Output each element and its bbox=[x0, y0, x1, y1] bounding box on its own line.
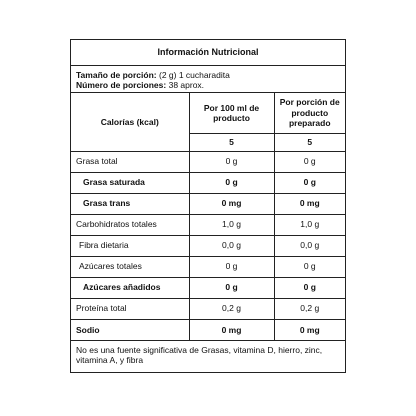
table-header-row bbox=[71, 93, 345, 133]
value-per-serving: 0 g bbox=[274, 151, 345, 172]
calories-per-100ml: 5 bbox=[189, 133, 274, 151]
label-title: Información Nutricional bbox=[71, 40, 345, 66]
serving-size-label: Tamaño de porción: bbox=[76, 70, 157, 80]
serving-count-label: Número de porciones: bbox=[76, 80, 167, 91]
column-header-per-serving: Por porción de producto preparado bbox=[274, 93, 345, 133]
value-per-100ml: 1,0 g bbox=[189, 214, 274, 235]
nutrient-name: Azúcares totales bbox=[71, 256, 189, 277]
table-row bbox=[71, 151, 345, 172]
value-per-100ml: 0 g bbox=[189, 172, 274, 193]
nutrient-name: Fibra dietaria bbox=[71, 235, 189, 256]
value-per-serving: 0 g bbox=[274, 277, 345, 298]
nutrient-name: Grasa trans bbox=[71, 193, 189, 214]
value-per-serving: 1,0 g bbox=[274, 214, 345, 235]
nutrient-name: Azúcares añadidos bbox=[71, 277, 189, 298]
table-row bbox=[71, 172, 345, 193]
nutrient-name: Grasa saturada bbox=[71, 172, 189, 193]
serving-size bbox=[76, 70, 340, 80]
value-per-serving: 0,0 g bbox=[274, 235, 345, 256]
serving-size-value: (2 g) 1 cucharadita bbox=[158, 70, 230, 80]
footnote: No es una fuente significativa de Grasas, vitamina D, hierro, zinc, vitamina A, y fibra bbox=[71, 340, 345, 369]
table-row bbox=[71, 235, 345, 256]
value-per-serving: 0 mg bbox=[274, 319, 345, 340]
value-per-100ml: 0 mg bbox=[189, 319, 274, 340]
table-row bbox=[71, 277, 345, 298]
calories-label: Calorías (kcal) bbox=[71, 93, 189, 151]
serving-info bbox=[71, 66, 345, 93]
nutrient-name: Proteína total bbox=[71, 298, 189, 319]
value-per-100ml: 0 mg bbox=[189, 193, 274, 214]
nutrition-facts-label bbox=[70, 39, 346, 373]
value-per-100ml: 0 g bbox=[189, 151, 274, 172]
calories-per-serving: 5 bbox=[274, 133, 345, 151]
nutrient-name: Carbohidratos totales bbox=[71, 214, 189, 235]
value-per-100ml: 0 g bbox=[189, 256, 274, 277]
value-per-serving: 0 mg bbox=[274, 193, 345, 214]
table-row bbox=[71, 256, 345, 277]
value-per-serving: 0 g bbox=[274, 172, 345, 193]
value-per-100ml: 0,2 g bbox=[189, 298, 274, 319]
column-header-per-100ml: Por 100 ml de producto bbox=[189, 93, 274, 133]
value-per-100ml: 0,0 g bbox=[189, 235, 274, 256]
value-per-serving: 0,2 g bbox=[274, 298, 345, 319]
serving-count-value: 38 aprox. bbox=[168, 80, 205, 91]
nutrient-name: Sodio bbox=[71, 319, 189, 340]
value-per-100ml: 0 g bbox=[189, 277, 274, 298]
table-row bbox=[71, 214, 345, 235]
nutrient-name: Grasa total bbox=[71, 151, 189, 172]
value-per-serving: 0 g bbox=[274, 256, 345, 277]
table-row bbox=[71, 193, 345, 214]
nutrient-table bbox=[71, 93, 345, 340]
table-row bbox=[71, 319, 345, 340]
table-row bbox=[71, 298, 345, 319]
serving-count bbox=[76, 80, 340, 90]
